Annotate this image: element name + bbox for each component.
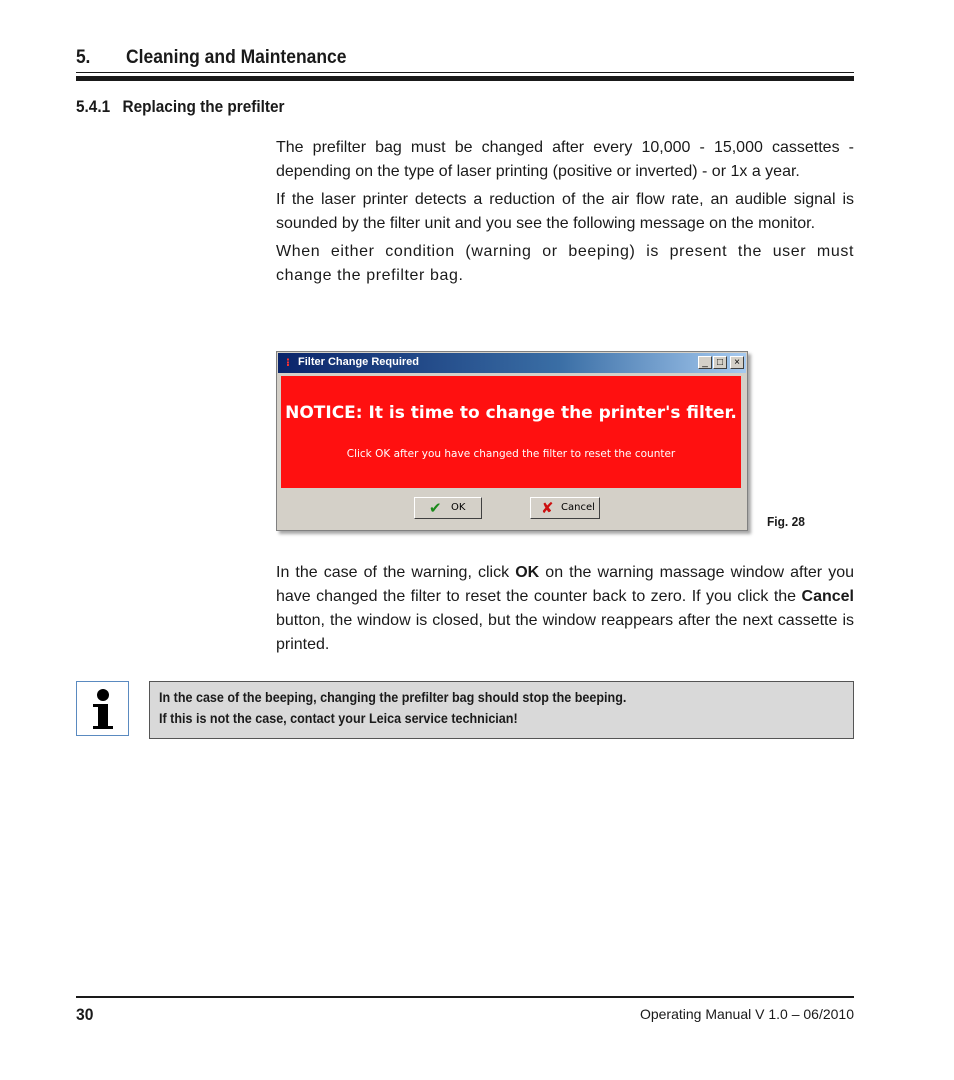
paragraph-4-part-b: on the warning massage window after you have changed the filter to reset the counter back to zero. If you click the — [276, 564, 855, 605]
notice-panel — [281, 376, 741, 488]
chapter-title: Cleaning and Maintenance — [126, 47, 347, 68]
paragraph-4 — [276, 561, 854, 657]
info-icon — [76, 681, 129, 736]
ok-button-label: OK — [451, 502, 466, 513]
cancel-button[interactable] — [530, 497, 600, 519]
notice-heading: NOTICE: It is time to change the printer's filter. — [285, 403, 737, 423]
info-icon-serif-bottom — [93, 726, 113, 729]
info-icon-stem — [98, 704, 108, 728]
notice-subtext: Click OK after you have changed the filter to reset the counter — [346, 448, 676, 460]
cancel-emphasis: Cancel — [801, 588, 854, 605]
minimize-button[interactable]: _ — [698, 356, 712, 369]
cancel-button-label: Cancel — [561, 502, 595, 513]
close-button[interactable]: × — [730, 356, 744, 369]
x-icon: ✘ — [541, 499, 554, 517]
warning-instructions — [276, 561, 854, 661]
figure-caption: Fig. 28 — [767, 514, 805, 529]
page-number: 30 — [76, 1005, 94, 1024]
header-rule-thick — [76, 76, 854, 81]
maximize-button[interactable]: □ — [713, 356, 727, 369]
header-rule-thin — [76, 72, 854, 73]
ok-emphasis: OK — [515, 564, 540, 581]
ok-button[interactable] — [414, 497, 482, 519]
intro-text — [276, 136, 854, 292]
checkmark-icon: ✔ — [429, 499, 442, 517]
note-line-1: In the case of the beeping, changing the prefilter bag should stop the beeping. — [159, 690, 627, 705]
note-box — [149, 681, 854, 739]
paragraph-4-part-a: In the case of the warning, click — [276, 564, 516, 581]
note-line-2: If this is not the case, contact your Leica service technician! — [159, 711, 518, 726]
section-title: Replacing the prefilter — [122, 98, 285, 116]
paragraph-2: If the laser printer detects a reduction of the air flow rate, an audible signal is sounded by the filter unit and you see the following message on the monitor. — [276, 191, 854, 232]
app-icon: ⁝ — [285, 357, 291, 369]
dialog-titlebar[interactable] — [278, 353, 746, 373]
paragraph-3: When either condition (warning or beeping) is present the user must change the prefilter bag. — [276, 243, 854, 284]
chapter-number: 5. — [76, 47, 91, 68]
filter-change-dialog — [276, 351, 748, 531]
paragraph-4-part-c: button, the window is closed, but the window reappears after the next cassette is printed. — [276, 612, 854, 653]
paragraph-1: The prefilter bag must be changed after every 10,000 - 15,000 cassettes - depending on the type of laser printing (positive or inverted) - or 1x a year. — [276, 139, 854, 180]
manual-version: Operating Manual V 1.0 – 06/2010 — [639, 1006, 854, 1022]
section-heading — [76, 98, 285, 117]
footer-rule — [76, 996, 854, 998]
info-icon-dot — [97, 689, 109, 701]
dialog-title: Filter Change Required — [298, 356, 420, 368]
section-number: 5.4.1 — [76, 98, 111, 116]
